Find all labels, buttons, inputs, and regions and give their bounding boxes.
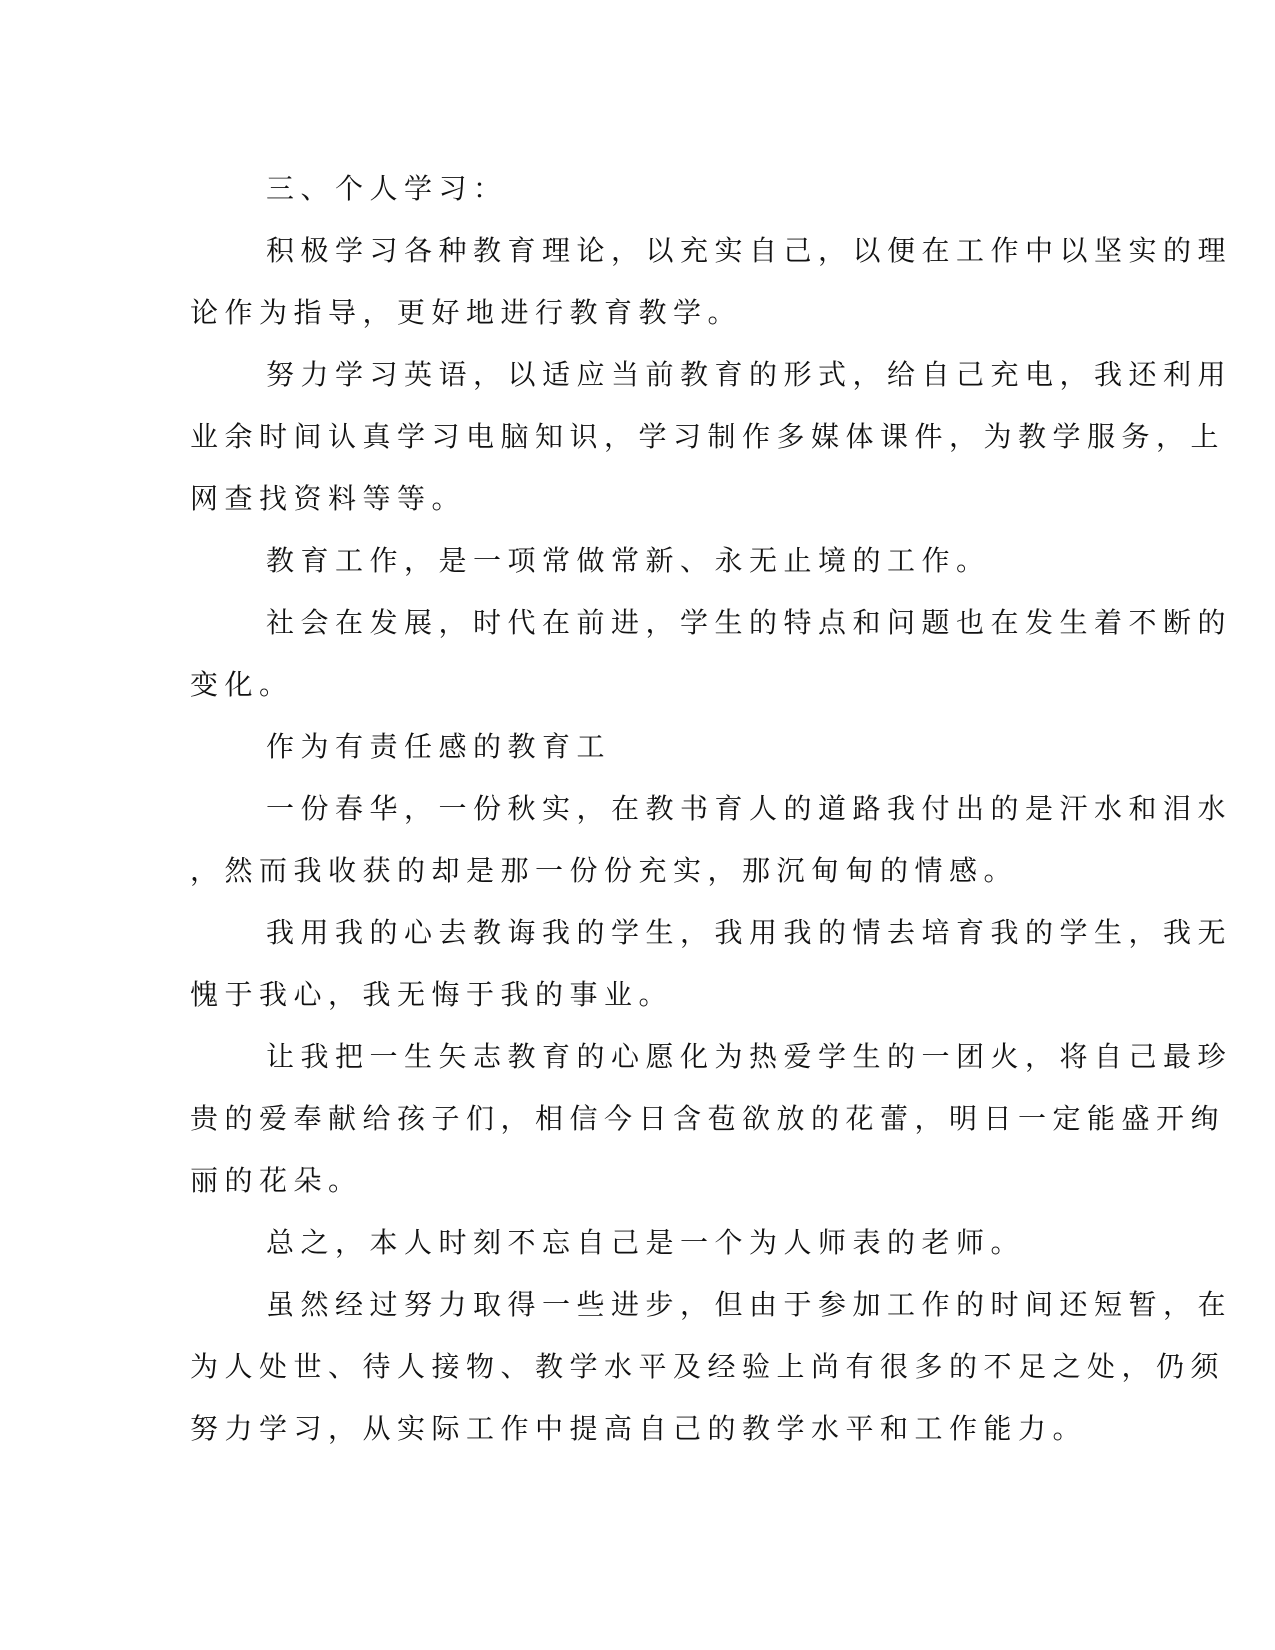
text-line: 积极学习各种教育理论，以充实自己，以便在工作中以坚实的理 — [266, 234, 1233, 267]
text-line: 让我把一生矢志教育的心愿化为热爱学生的一团火，将自己最珍 — [266, 1040, 1233, 1073]
text-line: 贵的爱奉献给孩子们，相信今日含苞欲放的花蕾，明日一定能盛开绚 — [190, 1102, 1226, 1135]
text-line: 虽然经过努力取得一些进步，但由于参加工作的时间还短暂，在 — [266, 1288, 1233, 1321]
document-body — [190, 158, 1233, 1460]
text-line: 丽的花朵。 — [190, 1164, 363, 1197]
text-line: 我用我的心去教诲我的学生，我用我的情去培育我的学生，我无 — [266, 916, 1233, 949]
text-line: 业余时间认真学习电脑知识，学习制作多媒体课件，为教学服务，上 — [190, 420, 1226, 453]
text-line: 社会在发展，时代在前进，学生的特点和问题也在发生着不断的 — [266, 606, 1233, 639]
text-line: 为人处世、待人接物、教学水平及经验上尚有很多的不足之处，仍须 — [190, 1350, 1226, 1383]
text-line: 论作为指导，更好地进行教育教学。 — [190, 296, 743, 329]
text-line: 教育工作，是一项常做常新、永无止境的工作。 — [266, 544, 991, 577]
text-line: 三、个人学习： — [266, 172, 508, 205]
text-line: 变化。 — [190, 668, 294, 701]
text-line: 网查找资料等等。 — [190, 482, 467, 515]
text-line: ，然而我收获的却是那一份份充实，那沉甸甸的情感。 — [190, 854, 1019, 887]
text-line: 一份春华，一份秋实，在教书育人的道路我付出的是汗水和泪水 — [266, 792, 1233, 825]
text-line: 努力学习，从实际工作中提高自己的教学水平和工作能力。 — [190, 1412, 1088, 1445]
text-line: 愧于我心，我无悔于我的事业。 — [190, 978, 674, 1011]
text-line: 努力学习英语，以适应当前教育的形式，给自己充电，我还利用 — [266, 358, 1233, 391]
text-line: 总之，本人时刻不忘自己是一个为人师表的老师。 — [266, 1226, 1026, 1259]
text-line: 作为有责任感的教育工 — [266, 730, 612, 763]
